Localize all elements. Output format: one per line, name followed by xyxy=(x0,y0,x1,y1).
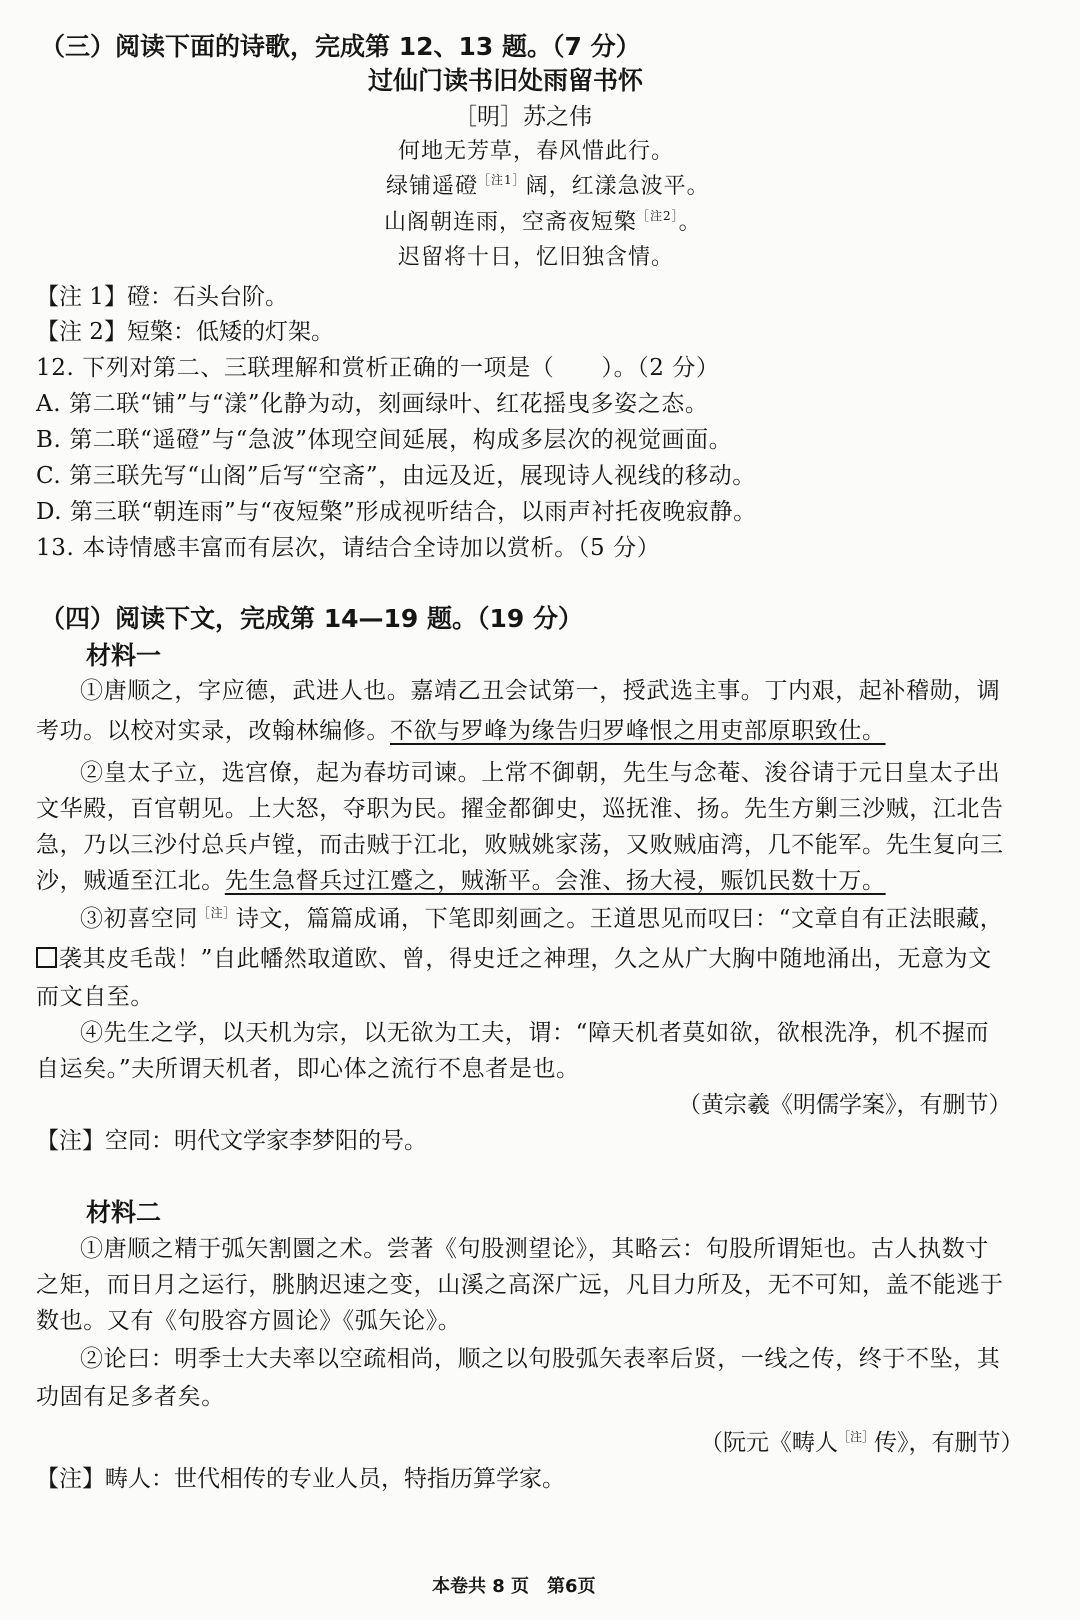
note-marker: ［注］ xyxy=(198,906,236,920)
m1-p2-line-3: 急，乃以三沙付总兵卢镗，而击贼于江北，败贼姚家荡，又败贼庙湾，几不能军。先生复向三 xyxy=(36,832,1004,858)
m1-note: 【注】空同：明代文学家李梦阳的号。 xyxy=(36,1128,427,1154)
poem-note-1: 【注 1】磴：石头台阶。 xyxy=(36,284,288,310)
page-footer: 本卷共 8 页 第6页 xyxy=(432,1576,596,1597)
m2-p2-line-1: ②论曰：明季士大夫率以空疏相尚，顺之以句股弧矢表率后贤，一线之传，终于不坠，其 xyxy=(80,1346,1001,1372)
poem-line-3: 山阁朝连雨，空斋夜短檠$^{[注2]}$。 xyxy=(384,209,702,235)
material-1-label: 材料一 xyxy=(86,641,162,670)
option-c: C. 第三联先写“山阁”后写“空斋”，由远及近，展现诗人视线的移动。 xyxy=(36,463,756,489)
m2-p1-line-3: 数也。又有《句股容方圆论》《弧矢论》。 xyxy=(36,1308,462,1334)
m2-p2-line-2: 功固有足多者矣。 xyxy=(36,1384,225,1410)
m2-source: （阮元《畴人$^{[注]}$传》，有删节） xyxy=(700,1430,1024,1456)
m1-p2-line-2: 文华殿，百官朝见。上大怒，夺职为民。擢金都御史，巡抚淮、扬。先生方剿三沙贼，江北告 xyxy=(36,796,1004,822)
question-12: 12. 下列对第二、三联理解和赏析正确的一项是（ ）。（2 分） xyxy=(36,355,720,381)
m1-p3-line-1: ③初喜空同$^{[注]}$诗文，篇篇成诵，下笔即刻画之。王道思见而叹曰：“文章自有正法眼藏， xyxy=(80,906,1004,932)
option-a: A. 第二联“铺”与“漾”化静为动，刻画绿叶、红花摇曳多姿之态。 xyxy=(36,391,709,417)
m2-p1-line-1: ①唐顺之精于弧矢割圜之术。尝著《句股测望论》，其略云：句股所谓矩也。古人执数寸 xyxy=(80,1236,989,1262)
question-13: 13. 本诗情感丰富而有层次，请结合全诗加以赏析。（5 分） xyxy=(36,535,661,561)
m1-source: （黄宗羲《明儒学案》，有删节） xyxy=(678,1092,1012,1118)
section4-heading: （四）阅读下文，完成第 14—19 题。（19 分） xyxy=(40,604,583,633)
m1-p3-line-3: 而文自至。 xyxy=(36,984,154,1010)
m1-p2-line-4: 沙，贼遁至江北。先生急督兵过江蹙之，贼渐平。会淮、扬大祲，赈饥民数十万。 xyxy=(36,868,886,894)
m1-p4-line-1: ④先生之学，以天机为宗，以无欲为工夫，谓：“障天机者莫如欲，欲根洗净，机不握而 xyxy=(80,1020,990,1046)
m1-p1-line-2: 考功。以校对实录，改翰林编修。不欲与罗峰为缘告归罗峰恨之用吏部原职致仕。 xyxy=(36,718,886,744)
option-b: B. 第二联“遥磴”与“急波”体现空间延展，构成多层次的视觉画面。 xyxy=(36,427,733,453)
note-marker: ［注］ xyxy=(838,1430,875,1444)
m2-note: 【注】畴人：世代相传的专业人员，特指历算学家。 xyxy=(36,1466,565,1492)
underlined-sentence-2: 先生急督兵过江蹙之，贼渐平。会淮、扬大祲，赈饥民数十万。 xyxy=(224,868,886,894)
note-marker: ［注1］ xyxy=(478,173,526,187)
m1-p2-line-1: ②皇太子立，选宫僚，起为春坊司谏。上常不御朝，先生与念菴、浚谷请于元日皇太子出 xyxy=(80,760,1001,786)
option-d: D. 第三联“朝连雨”与“夜短檠”形成视听结合，以雨声衬托夜晚寂静。 xyxy=(36,499,757,525)
poem-line-4: 迟留将十日，忆旧独含情。 xyxy=(398,245,675,270)
poem-line-2: 绿铺遥磴$^{[注1]}$阔，红漾急波平。 xyxy=(386,173,710,199)
m2-p1-line-2: 之矩，而日月之运行，朓朒迟速之变，山溪之高深广远，凡目力所及，无不可知，盖不能逃于 xyxy=(36,1272,1004,1298)
m1-p1-line-1: ①唐顺之，字应德，武进人也。嘉靖乙丑会试第一，授武选主事。丁内艰，起补稽勋，调 xyxy=(80,678,1001,704)
poem-author: ［明］苏之伟 xyxy=(454,104,592,130)
m1-p3-line-2: 袭其皮毛哉！”自此幡然取道欧、曾，得史迁之神理，久之从广大胸中随地涌出，无意为文 xyxy=(36,944,992,974)
poem-title: 过仙门读书旧处雨留书怀 xyxy=(368,66,644,95)
note-marker: ［注2］ xyxy=(637,209,679,223)
poem-note-2: 【注 2】短檠：低矮的灯架。 xyxy=(36,319,334,345)
m1-p4-line-2: 自运矣。”夫所谓天机者，即心体之流行不息者是也。 xyxy=(36,1056,580,1082)
poem-line-1: 何地无芳草，春风惜此行。 xyxy=(398,139,675,164)
section3-heading: （三）阅读下面的诗歌，完成第 12、13 题。（7 分） xyxy=(40,32,641,61)
material-2-label: 材料二 xyxy=(86,1198,162,1227)
blank-box[interactable] xyxy=(36,947,57,968)
underlined-sentence-1: 不欲与罗峰为缘告归罗峰恨之用吏部原职致仕。 xyxy=(390,718,886,744)
